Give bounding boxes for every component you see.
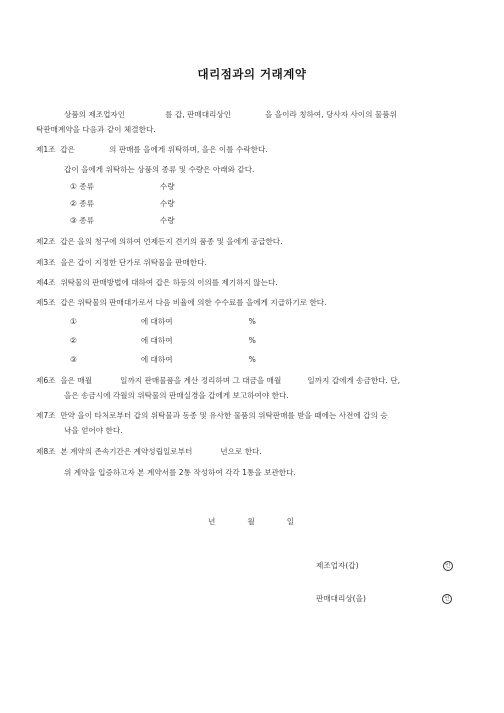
signature-manufacturer: 제조업자(갑) 인: [316, 561, 453, 571]
date-day: 일: [286, 517, 295, 526]
article-1-line-1: 제1조 갑은 의 판매를 을에게 위탁하며, 을은 이를 수락한다.: [36, 145, 268, 154]
article-3: 제3조 을은 갑이 지정한 단가로 위탁물을 판매한다.: [36, 258, 207, 267]
intro-line-1: 상품의 제조업자인 를 갑, 판매대리상인 을 을이라 칭하여, 당사자 사이의 물품위: [64, 110, 397, 119]
article-6-line-2: 을은 송금시에 각월의 위탁물의 판매실경을 갑에게 보고하여야 한다.: [64, 391, 289, 400]
article-1-item-1: ① 종류 수량: [70, 182, 175, 191]
article-5-item-1: ① 에 대하여 %: [70, 317, 256, 326]
article-1-line-2: 갑이 을에게 위탁하는 상품의 종류 및 수량은 아래와 같다.: [64, 165, 255, 174]
seal-mark: 인: [443, 561, 453, 571]
article-8: 제8조 본 계약의 존속기간은 계약성립일로부터 년으로 한다.: [36, 447, 262, 456]
seal-mark: 인: [442, 594, 452, 604]
article-6-line-1: 제6조 을은 매월 일까지 판매물품을 계산 정리하며 그 대금을 매월 일까지 갑에게 송금한다. 단,: [36, 376, 401, 385]
article-5: 제5조 갑은 위탁물의 판매대가로서 다음 비율에 의한 수수료를 을에게 지급하기로 한다.: [36, 298, 327, 307]
date-month: 월: [247, 517, 255, 526]
article-5-item-2: ② 에 대하여 %: [70, 336, 256, 345]
article-7-line-1: 제7조 만약 을이 타처로부터 갑의 위탁물과 동종 및 유사한 물품의 위탁판매를 받을 때에는 사전에 갑의 승: [36, 411, 388, 420]
closing-statement: 위 계약을 입증하고자 본 계약서를 2통 작성하여 각각 1통을 보관한다.: [64, 468, 296, 477]
document-title: 대리점과의 거래계약: [197, 67, 307, 81]
article-1-item-3: ③ 종류 수량: [70, 216, 175, 225]
signature-agent: 판매대리상(을) 인: [316, 594, 452, 604]
intro-line-2: 탁판매계약을 다음과 같이 체결한다.: [36, 125, 156, 134]
date-line: [208, 517, 294, 527]
article-4: 제4조 위탁물의 판매방법에 대하여 갑은 하등의 이의를 제기하지 않는다.: [36, 278, 278, 287]
date-year: 년: [208, 517, 216, 526]
article-7-line-2: 낙을 얻어야 한다.: [64, 426, 123, 435]
article-1-item-2: ② 종류 수량: [70, 199, 175, 208]
article-2: 제2조 갑은 을의 청구에 의하여 언제든지 견기의 품종 및 을에게 공급한다.: [36, 237, 283, 246]
article-5-item-3: ③ 에 대하여 %: [70, 355, 256, 364]
